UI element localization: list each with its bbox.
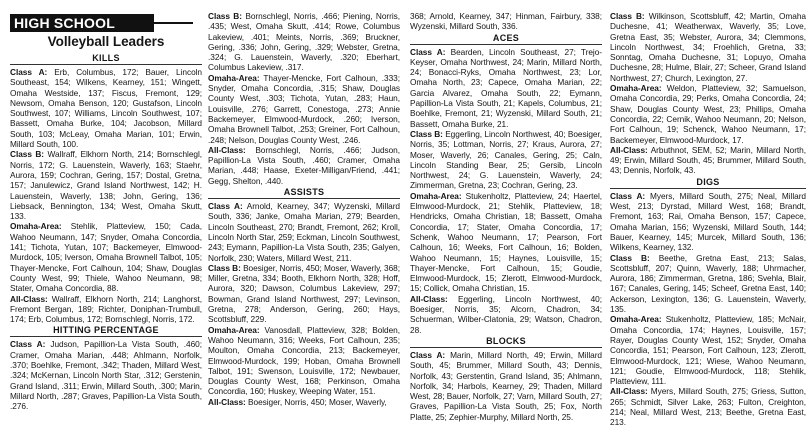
- leader-list-text: Bornschlegl, Norris, .466; Judson, Papillion-La Vista South, .460; Cramer, Omaha Marian, .448; Haase, Exeter-Milligan/Friend, .441; Gegg, Shelton, .440.: [208, 144, 400, 186]
- stat-category-heading: ACES: [410, 33, 602, 45]
- class-label: Class A:: [410, 46, 446, 57]
- page-title: Volleyball Leaders: [47, 34, 165, 49]
- class-label: All-Class:: [410, 293, 448, 304]
- leader-list-text: Wallraff, Elkhorn North, 214; Bornschlegl, Norris, 172; G. Lauenstein, Waverly, 163; Staehr, Aurora, 159; Cochran, Gering, 157; Dostal, Gretna, 157; Janulewicz, Grand Island Northwest, 142; H. Lauenstein, Waverly, 138; John, Gering, 136; Liebsack, Bennington, 134; West, Omaha Skutt, 133.: [10, 149, 202, 222]
- leader-list-text: Stukenholtz, Platteview, 24; Haertel, Elmwood-Murdock, 21; Stehlik, Platteview, 18; Hendricks, Omaha Christian, 18; Bassett, Omaha Concordia, 17; Stater, Omaha Concordia, 17; Schenk, Wahoo Neumann, 17; Pearson, Fort Calhoun, 16; Weeks, Fort Calhoun, 16; Bolden, Wahoo Neumann, 15; Haynes, Louisville, 15; Thayer-Mencke, Fort Calhoun, 15; Goudie, Elmwood-Murdock, 15; Zlerott, Elmwood-Murdock, 15; Collick, Omaha Christian, 15.: [410, 190, 602, 294]
- column-4: [610, 11, 806, 428]
- leader-entry: [410, 129, 602, 191]
- leader-entry: [208, 201, 400, 263]
- class-label: Omaha-Area:: [10, 221, 62, 232]
- leader-list-text: Beethe, Gretna East, 213; Salas, Scottsbluff, 207; Quinn, Waverly, 188; Uhrmacher, Aurora, 186; Zimmerman, Gretna, 186; Svehla, Blair, 167; Canales, Gering, 145; Scheef, Gretna East, 140; Ackerson, Lexington, 136; G. Lauenstein, Waverly, 135.: [610, 252, 806, 315]
- class-label: Class A:: [10, 339, 46, 350]
- class-label: All-Class:: [208, 396, 246, 407]
- leader-entry: [410, 47, 602, 129]
- class-label: Class B:: [10, 149, 45, 160]
- leader-entry: [10, 67, 202, 149]
- class-label: Class B:: [610, 252, 650, 263]
- section-banner: HIGH SCHOOL: [10, 14, 154, 32]
- leader-list-text: Boesiger, Norris, 450; Moser, Waverly,: [245, 396, 387, 407]
- leader-list-text: Myers, Millard South, 275; Neal, Millard West, 213; Dyrstad, Millard West, 168; Brandt, Fremont, 163; Rai, Omaha Benson, 157; Capece, Omaha Marian, 156; Wyzenski, Millard South, 144; Bauer, Kearney, 145; Murcek, Millard South, 136; Wilkens, Kearney, 132.: [610, 190, 806, 253]
- leader-entry: [610, 11, 806, 83]
- leader-entry: [208, 397, 400, 407]
- leader-list-text: Arnold, Kearney, 347; Wyzenski, Millard South, 336; Janke, Omaha Marian, 279; Bearden, Lincoln Southeast, 270; Brandt, Fremont, 262; Kroll, Lincoln North Star, 259; Eckman, Lincoln Southwest, 243; Eymann, Papillion-La Vista South, 235; Galyen, Norfolk, 230; Waters, Millard West, 211.: [208, 201, 400, 263]
- leader-entry: [10, 221, 202, 293]
- column-3: [410, 11, 602, 422]
- class-label: All-Class:: [610, 144, 648, 155]
- class-label: Class B:: [410, 128, 443, 139]
- column-2: [208, 11, 400, 407]
- leader-entry: [10, 339, 202, 411]
- class-label: Omaha-Area:: [610, 314, 662, 325]
- leader-entry: [410, 191, 602, 294]
- leader-entry: [208, 263, 400, 325]
- class-label: Class B:: [208, 262, 241, 273]
- leader-entry: [610, 253, 806, 315]
- leader-entry: [208, 11, 400, 73]
- leader-entry: [410, 11, 602, 32]
- leader-list-text: Marin, Millard North, 49; Erwin, Millard South, 45; Brummer, Millard South, 43; Dennis, Norfolk, 43; Gerstentin, Grand Island, 35; Ahlmann, Norfolk, 34; Harbols, Kearney, 29; Thaden, Millard West, 28; Bauer, Norfolk, 27; Varn, Millard South, 27; Graves, Papillion-La Vista South, 25; Fox, North Platte, 25; Zephier-Murphy, Millard North, 25.: [410, 349, 602, 422]
- leader-entry: [610, 145, 806, 176]
- stat-category-heading: BLOCKS: [410, 336, 602, 348]
- leader-entry: [410, 294, 602, 335]
- leader-list-text: 368; Arnold, Kearney, 347; Hinman, Fairbury, 338; Wyzenski, Millard South, 336.: [410, 11, 602, 32]
- class-label: Omaha-Area:: [610, 83, 662, 94]
- leader-list-text: Judson, Papillion-La Vista South, .460; Cramer, Omaha Marian, .448; Ahlmann, Norfolk, .370; Boehlke, Fremont, .342; Thaden, Millard West, .324; McKernan, Lincoln North Star, .312; Gerstenin, Grand Island, .311; Erwin, Millard South, .300; Marin, Millard North, .287; Graves, Papillion-La Vista South, .276.: [10, 339, 202, 412]
- leader-list-text: Bearden, Lincoln Southeast, 27; Trejo-Keyser, Omaha Northwest, 24; Marin, Millard North, 24; Bonacci-Ryks, Omaha Northwest, 23; Lor, Omaha North, 23; Capece, Omaha Marian, 22; Garcia Alvarez, Omaha South, 22; Eymann, Papillion-La Vista South, 21; Kapels, Columbus, 21; Boehlke, Fremont, 21; Wyzenski, Millard South, 21; Bassett, Omaha Burke, 21.: [410, 46, 602, 129]
- leader-entry: [410, 350, 602, 422]
- class-label: Omaha-Area:: [208, 324, 260, 335]
- leader-entry: [610, 386, 806, 427]
- leader-list-text: Eggerling, Lincoln Northwest, 40; Boesiger, Norris, 35; Alcorn, Chadron, 34; Schuerman, Wilber-Clatonia, 29; Watson, Chadron, 28.: [410, 293, 602, 335]
- leader-list-text: Eggerling, Lincoln Northwest, 40; Boesiger, Norris, 35; Lottman, Norris, 27; Kraus, Aurora, 27; Moser, Waverly, 26; Canales, Gering, 25; Caln, Lincoln Standing Bear, 25; Gersib, Lincoln Northwest, 24; G. Lauenstein, Waverly, 24; Zimmerman, Gretna, 23; Cochran, Gering, 23.: [410, 128, 602, 191]
- leader-entry: [610, 191, 806, 253]
- class-label: Class A:: [610, 190, 646, 201]
- class-label: Class A:: [10, 67, 48, 77]
- leader-list-text: Vanosdall, Platteview, 328; Bolden, Wahoo Neumann, 316; Weeks, Fort Calhoun, 235; Moulton, Omaha Concordia, 213; Backemeyer, Elmwood-Murdock, 199; Hoban, Omaha Brownell Talbot, 191; Swenson, Louisville, 172; Newbauer, Douglas County West, 168; Perkinson, Omaha Concordia, 160; Huskey, Weeping Water, 151.: [208, 324, 400, 397]
- class-label: Class B:: [610, 11, 645, 21]
- leader-entry: [610, 314, 806, 386]
- stat-category-heading: DIGS: [610, 177, 806, 189]
- leader-list-text: Erb, Columbus, 172; Bauer, Lincoln Southeast, 154; Wilkens, Kearney, 151; Wingett, Omaha Westside, 137; Fiscus, Fremont, 129; Newsom, Omaha Benson, 120; Gustafson, Lincoln Southwest, 107; Williams, Lincoln Southwest, 107; Bassett, Omaha Burke, 104; Jacobson, Millard South, 103; McLeay, Omaha Marian, 101; Erwin, Millard South, 100.: [10, 67, 202, 150]
- class-label: Class A:: [208, 201, 243, 212]
- class-label: All-Class:: [610, 386, 648, 397]
- leader-entry: [208, 325, 400, 397]
- leader-entry: [208, 145, 400, 186]
- column-1: [10, 14, 202, 412]
- leader-entry: [610, 83, 806, 145]
- leader-list-text: Bornschlegl, Norris, .466; Piening, Norris, .435; West, Omaha Skutt, .414; Rowe, Columbus Lakeview, .401; Meints, Norris, .369; Bruckner, Gering, .336; John, Gering, .329; Webster, Gretna, .324; G. Lauenstein, Waverly, .320; Eberhart, Columbus Lakeview, .317.: [208, 11, 400, 73]
- leader-list-text: Thayer-Mencke, Fort Calhoun, .333; Snyder, Omaha Concordia, .315; Shaw, Douglas County West, .303; Tichota, Yutan, .283; Haun, Louisville, .276; Garrett, Conestoga, .273; Annie Backemeyer, Elmwood-Murdock, .260; Iverson, Omaha Brownell Talbot, .253; Greiner, Fort Calhoun, .248; Nelson, Douglas County West, .246.: [208, 72, 400, 145]
- leader-list-text: Wilkinson, Scottsbluff, 42; Martin, Omaha Duchesne, 41; Weatherwax, Waverly, 35; Love, Gretna East, 35; Webster, Aurora, 34; Clemmons, Lincoln Northwest, 34; Froehlich, Gretna, 33; Sonntag, Omaha Duchesne, 31; Lopuyo, Omaha Duchesne, 28; Hulme, Blair, 27; Scheer, Grand Island Northwest, 27; Church, Lexington, 27.: [610, 11, 806, 83]
- stat-category-heading: HITTING PERCENTAGE: [10, 325, 202, 337]
- class-label: Omaha-Area:: [410, 190, 462, 201]
- leader-list-text: Weldon, Platteview, 32; Samuelson, Omaha Concordia, 29; Perks, Omaha Concordia, 24; Shaw, Douglas County West, 23; Phillips, Omaha Concordia, 22; Cernik, Wahoo Neumann, 20; Nelson, Fort Calhoun, 19; Schenck, Wahoo Neumann, 17; Backemeyer, Elmwood-Murdock, 17.: [610, 83, 806, 145]
- leader-entry: [10, 149, 202, 221]
- class-label: All-Class:: [208, 144, 246, 155]
- leader-list-text: Arbuthnot, SEM, 52; Marin, Millard North, 49; Erwin, Millard South, 45; Brummer, Millard South, 43; Dennis, Norfolk, 43.: [610, 144, 806, 176]
- class-label: Omaha-Area:: [208, 72, 260, 83]
- leader-list-text: Wallraff, Elkhorn North, 214; Langhorst, Fremont Bergan, 189; Richter, Doniphan-Trumbull, 174; Erb, Columbus, 172; Bornschlegl, Norris, 172.: [10, 293, 202, 325]
- leader-entry: [208, 73, 400, 145]
- leader-list-text: Myers, Millard South, 275; Griess, Sutton, 265; Schmidt, Silver Lake, 263; Fulton, Creighton, 214; Neal, Millard West, 213; Beethe, Gretna East, 213.: [610, 386, 806, 428]
- stat-category-heading: ASSISTS: [208, 187, 400, 199]
- leader-list-text: Stehlik, Platteview, 150; Cada, Wahoo Neumann, 147; Snyder, Omaha Concordia, 141; Tichota, Yutan, 107; Backemeyer, Elmwood-Murdock, 105; Iverson, Omaha Brownell Talbot, 105; Thayer-Mencke, Fort Calhoun, 104; Shaw, Douglas County West, 99; Thiele, Wahoo Neumann, 98; Stater, Omaha Concordia, 88.: [10, 221, 202, 294]
- stat-category-heading: KILLS: [10, 53, 202, 65]
- class-label: All-Class:: [10, 293, 48, 304]
- leader-entry: [10, 294, 202, 325]
- leader-list-text: Stukenholtz, Platteview, 185; McNair, Omaha Concordia, 174; Haynes, Louisville, 157; Rayer, Douglas County West, 152; Snyder, Omaha Concordia, 151; Pearson, Fort Calhoun, 123; Zlerott, Elmwood-Murdock, 121; Wiese, Wahoo Neumann, 121; Goudie, Elmwood-Murdock, 118; Stehlik, Platteview, 111.: [610, 314, 806, 387]
- class-label: Class A:: [410, 349, 446, 360]
- leader-list-text: Boesiger, Norris, 450; Moser, Waverly, 368; Miller, Gretna, 334; Booth, Elkhorn North, 328; Hoff, Aurora, 320; Dawson, Columbus Lakeview, 297; Bowman, Grand Island Northwest, 297; Levinson, Gretna, 278; Anderson, Gering, 260; Hays, Scottsbluff, 229.: [208, 262, 401, 325]
- class-label: Class B:: [208, 11, 242, 21]
